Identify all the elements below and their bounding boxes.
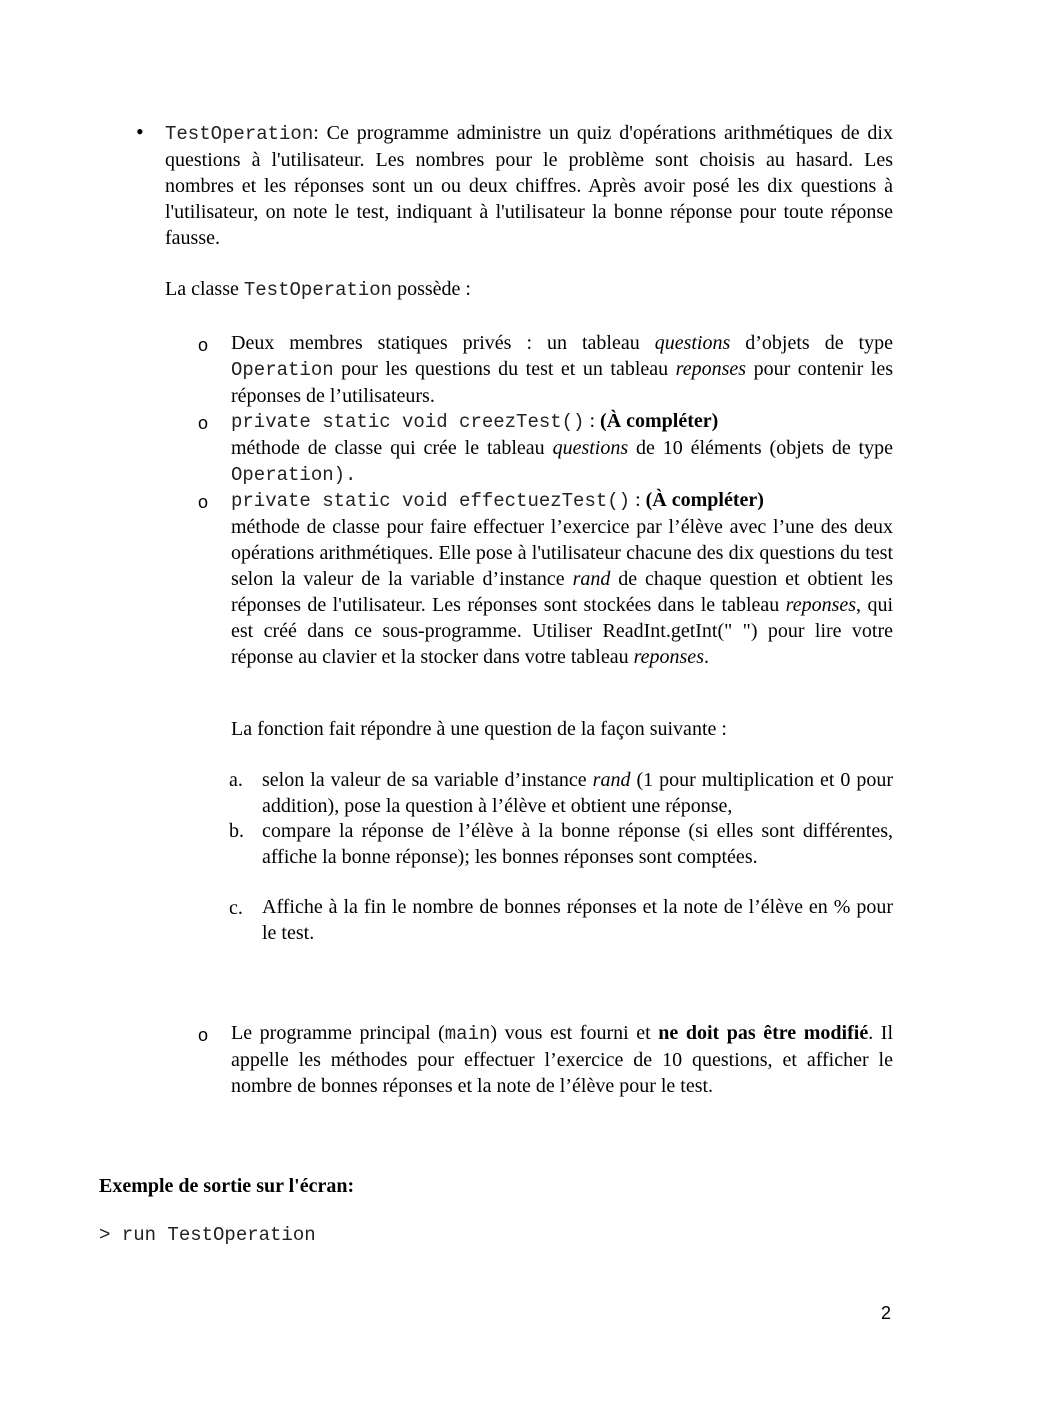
console-line: > run TestOperation: [99, 1224, 316, 1246]
bullet-marker: •: [136, 119, 144, 144]
main-program-item: Le programme principal (main) vous est fourni et ne doit pas être modifié. Il appelle les méthodes pour effectuer l’exercice de 10 questions, et afficher le nombre de bonnes réponses et la note de l’élève pour le test.: [231, 1022, 894, 1097]
step-label-b: b.: [229, 820, 244, 842]
static-members-item: Deux membres statiques privés : un tableau questions d’objets de type Operation pour les questions du test et un tableau reponses pour contenir les réponses de l’utilisateurs.: [231, 332, 894, 407]
step-a: selon la valeur de sa variable d’instance rand (1 pour multiplication et 0 pour addition), pose la question à l’élève et obtient une réponse,: [262, 769, 894, 817]
class-name-code: TestOperation: [165, 123, 314, 145]
list-marker: o: [198, 1025, 209, 1045]
effectuez-test-item: private static void effectuezTest() : (À compléter) méthode de classe pour faire effectuer l’exercice par l’élève avec l’une des deux opérations arithmétiques. Elle pose à l'utilisateur chacune des dix questions du test selon la valeur de la variable d’instance rand de chaque question et obtient les réponses de l'utilisateur. Les réponses sont stockées dans le tableau reponses, qui est créé dans ce sous-programme. Utiliser ReadInt.getInt(" ") pour lire votre réponse au clavier et la stocker dans votre tableau reponses.: [231, 489, 894, 668]
example-heading: Exemple de sortie sur l'écran:: [99, 1175, 355, 1197]
creez-test-signature: private static void creezTest(): [231, 411, 585, 433]
list-marker: o: [198, 335, 209, 355]
function-intro: La fonction fait répondre à une question de la façon suivante :: [231, 718, 727, 740]
step-label-a: a.: [229, 769, 243, 791]
class-line: La classe TestOperation possède :: [165, 278, 471, 301]
effectuez-test-signature: private static void effectuezTest(): [231, 490, 631, 512]
list-marker: o: [198, 492, 209, 512]
list-marker: o: [198, 413, 209, 433]
step-b: compare la réponse de l’élève à la bonne réponse (si elles sont différentes, affiche la bonne réponse); les bonnes réponses sont comptées.: [262, 820, 893, 868]
step-label-c: c.: [229, 897, 243, 919]
page-number: 2: [881, 1303, 892, 1323]
intro-paragraph: TestOperation: Ce programme administre un quiz d'opérations arithmétiques de dix questions à l'utilisateur. Les nombres pour le problème sont choisis au hasard. Les nombres et les réponses sont un ou deux chiffres. Après avoir posé les dix questions à l'utilisateur, on note le test, indiquant à l'utilisateur la bonne réponse pour toute réponse fausse.: [165, 122, 893, 249]
step-c: Affiche à la fin le nombre de bonnes réponses et la note de l’élève en % pour le test.: [262, 896, 893, 944]
creez-test-item: private static void creezTest() : (À compléter) méthode de classe qui crée le tableau questions de 10 éléments (objets de type Operation).: [231, 410, 893, 486]
